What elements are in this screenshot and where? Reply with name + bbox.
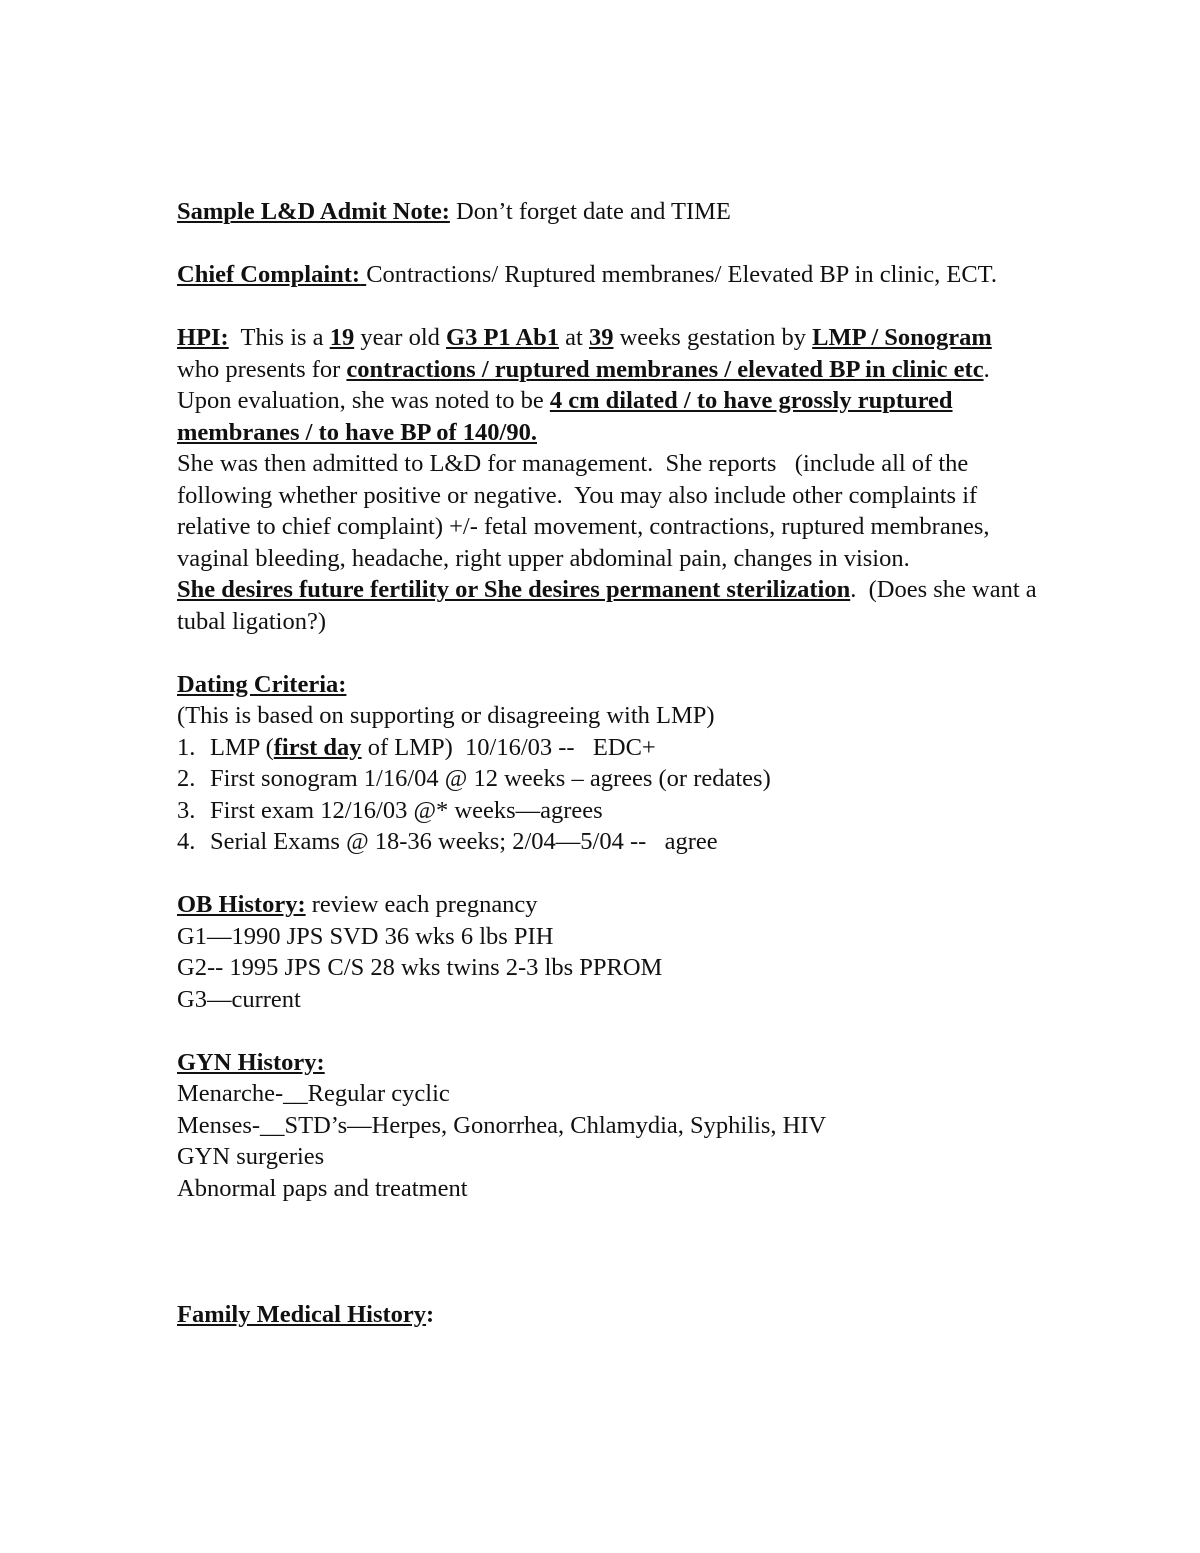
ob-history-line: G1—1990 JPS SVD 36 wks 6 lbs PIH [177,922,554,950]
hpi-text-3: at [559,324,589,351]
hpi-gravida-para: G3 P1 Ab1 [446,324,560,351]
list-number: 3. [177,796,196,824]
hpi-text-5: who presents for [177,355,347,383]
hpi-section [177,322,1043,637]
hpi-text-4: weeks gestation by [613,324,813,351]
hpi-text-6: . Upon evaluation, she was noted to be [177,355,1002,414]
list-text: First exam 12/16/03 @* weeks—agrees [210,796,603,824]
hpi-weeks: 39 [588,324,614,351]
list-text: of LMP) 10/16/03 -- EDC+ [361,733,656,761]
hpi-label: HPI: [177,324,229,351]
hpi-dating: LMP / Sonogram [812,324,992,351]
list-text: LMP ( [210,733,274,761]
family-history-heading [177,1299,1037,1331]
list-text: First sonogram 1/16/04 @ 12 weeks – agrees (or redates) [210,765,771,792]
gyn-history-line: Menses-__STD’s—Herpes, Gonorrhea, Chlamydia, Syphilis, HIV [177,1111,827,1139]
hpi-text-1: This is a [228,324,330,351]
gyn-history-line: Menarche-__Regular cyclic [177,1080,450,1107]
hpi-text-2: year old [354,324,447,351]
family-history-colon: : [426,1300,435,1328]
hpi-text-7: She was then admitted to L&D for management. She reports (include all of the following whether positive or negative. You may also include other complaints if relative to chief complaint) +/- fetal movement, contractions, ruptured membranes, vaginal bleeding, headache, right upper abdominal pain, changes in vision. [177,450,996,572]
list-item [177,763,1037,795]
hpi-text-8: . (Does she want a tubal ligation?) [177,576,1043,635]
dating-criteria-label: Dating Criteria: [177,670,347,698]
document-page [177,196,1043,1330]
gyn-history-line: GYN surgeries [177,1143,325,1170]
list-text: Serial Exams @ 18-36 weeks; 2/04—5/04 -- agree [210,828,718,855]
note-title-label: Sample L&D Admit Note: [177,198,450,225]
list-number: 4. [177,828,196,855]
ob-history-label: OB History: [177,891,306,918]
chief-complaint [177,259,1037,291]
ob-history-text: review each pregnancy [305,891,538,918]
gyn-history-label: GYN History: [177,1048,325,1076]
list-emphasis: first day [273,733,362,761]
note-title-text: Don’t forget date and TIME [449,198,731,225]
hpi-finding: 4 cm dilated / to have grossly ruptured membranes / to have BP of 140/90. [177,387,953,446]
gyn-history-line: Abnormal paps and treatment [177,1174,468,1202]
dating-criteria-list [177,732,1037,858]
chief-complaint-label: Chief Complaint: [177,261,361,288]
gyn-history-heading [177,1047,1037,1079]
family-history-label: Family Medical History [177,1300,427,1328]
ob-history-line: G3—current [177,985,301,1013]
chief-complaint-text: Contractions/ Ruptured membranes/ Elevated BP in clinic, ECT. [366,261,997,288]
dating-criteria-heading [177,669,1037,701]
ob-history-line: G2-- 1995 JPS C/S 28 wks twins 2-3 lbs PPROM [177,954,663,981]
list-number: 1. [177,733,196,761]
list-item [177,826,1037,858]
list-item [177,795,1037,827]
ob-history-heading [177,889,1037,921]
hpi-reason: contractions / ruptured membranes / elevated BP in clinic etc [346,355,984,383]
dating-criteria-intro: (This is based on supporting or disagreeing with LMP) [177,702,715,729]
hpi-age: 19 [329,324,355,351]
list-number: 2. [177,765,196,792]
note-title [177,196,1037,228]
list-item [177,732,1037,764]
hpi-fertility: She desires future fertility or She desires permanent sterilization [177,576,851,603]
